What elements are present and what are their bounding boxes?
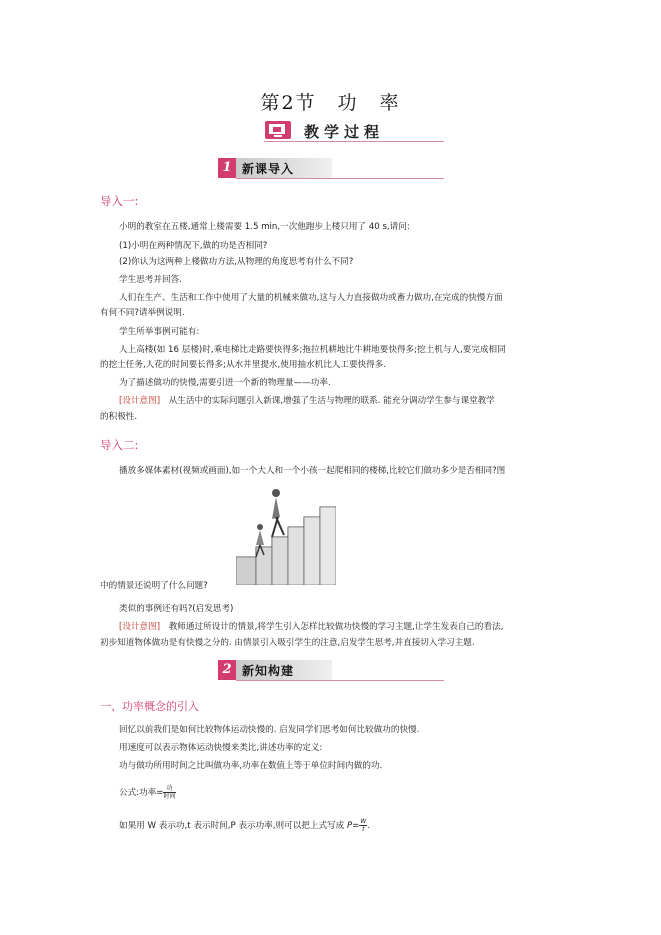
formula-w: W [360, 818, 367, 825]
design-intent-tag: [设计意图] [119, 396, 161, 406]
intro1-heading: 导入一: [100, 194, 139, 208]
teaching-process-label: 教学过程 [304, 123, 385, 141]
section-banner-new-lesson [218, 158, 444, 180]
intro1-line: 的挖土任务,人花的时间要长得多;从水井里提水,使用抽水机比人工要快得多. [100, 360, 387, 370]
intro2-design-note [119, 621, 503, 633]
power-formula [119, 785, 176, 800]
formula-fraction [163, 785, 175, 800]
stairs-climbing-illustration [236, 487, 336, 585]
concept-line: 功与做功所用时间之比叫做功率,功率在数值上等于单位时间内做的功. [119, 761, 383, 771]
intro1-line: (1)小明在两种情况下,做的功是否相同? [119, 241, 268, 251]
design-intent-text: 教师通过所设计的情景,将学生引入怎样比较做功快慢的学习主题,让学生发表自己的看法, [160, 622, 504, 632]
section-label: 新知构建 [242, 664, 295, 678]
intro1-line: 人上高楼(如 16 层楼)时,乘电梯比走路要快得多;拖拉机耕地比牛耕地要快得多;挖土机与人,要完成相同 [119, 345, 506, 355]
section-label: 新课导入 [242, 162, 295, 176]
intro1-line: (2)你认为这两种上楼做功方法,从物理的角度思考有什么不同? [119, 257, 354, 267]
intro1-line: 人们在生产、生活和工作中使用了大量的机械来做功,这与人力直接做功或畜力做功,在完成的快慢方面 [119, 293, 503, 303]
formula-period: . [367, 821, 371, 831]
concept-heading: 一、功率概念的引入 [100, 700, 199, 713]
section-number: 2 [218, 660, 236, 680]
section-underline [236, 178, 444, 179]
formula-p: P= [346, 821, 360, 831]
section-underline [236, 680, 444, 681]
monitor-icon [264, 119, 294, 141]
symbol-formula-text: 如果用 W 表示功,t 表示时间,P 表示功率,则可以把上式写成 [119, 821, 345, 831]
intro1-line: 小明的教室在五楼,通常上楼需要 1.5 min,一次他跑步上楼只用了 40 s,请问: [119, 222, 410, 232]
intro1-line: 的积极性. [100, 412, 138, 422]
intro2-line: 类似的事例还有吗?(启发思考) [119, 604, 234, 614]
intro1-line: 有何不同?请举例说明. [100, 308, 185, 318]
teaching-process-banner [264, 119, 414, 143]
intro1-line: 学生所举事例可能有: [119, 327, 200, 337]
concept-line: 用速度可以表示物体运动快慢来类比,讲述功率的定义: [119, 743, 323, 753]
symbol-formula-line [119, 818, 370, 833]
formula-denominator: 时间 [163, 793, 176, 800]
intro1-design-note [119, 395, 495, 407]
intro2-heading: 导入二: [100, 438, 139, 452]
formula-t: t [362, 826, 365, 833]
banner-underline [264, 141, 444, 142]
concept-line: 回忆以前我们是如何比较物体运动快慢的. 启发同学们思考如何比较做功的快慢. [119, 725, 420, 735]
intro1-line: 为了描述做功的快慢,需要引进一个新的物理量——功率. [119, 378, 331, 388]
intro1-line: 学生思考并回答. [119, 275, 182, 285]
intro2-line: 中的情景还说明了什么问题? [100, 581, 208, 591]
formula-prefix: 公式:功率= [119, 788, 164, 798]
section-banner-new-knowledge [218, 660, 444, 682]
intro2-line: 初步知道物体做功是有快慢之分的. 由情景引入吸引学生的注意,启发学生思考,并直接切入学习主题. [100, 638, 475, 648]
design-intent-tag: [设计意图] [119, 622, 161, 632]
formula-numerator: 功 [163, 785, 175, 793]
section-number: 1 [218, 158, 236, 178]
page-title: 第2节 功 率 [260, 92, 401, 114]
design-intent-text: 从生活中的实际问题引入新课,增强了生活与物理的联系. 能充分调动学生参与课堂教学 [160, 396, 495, 406]
intro2-line: 播放多媒体素材(视频或画面),如一个大人和一个小孩一起爬相同的楼梯,比较它们做功多少是否相同?图 [119, 466, 506, 476]
